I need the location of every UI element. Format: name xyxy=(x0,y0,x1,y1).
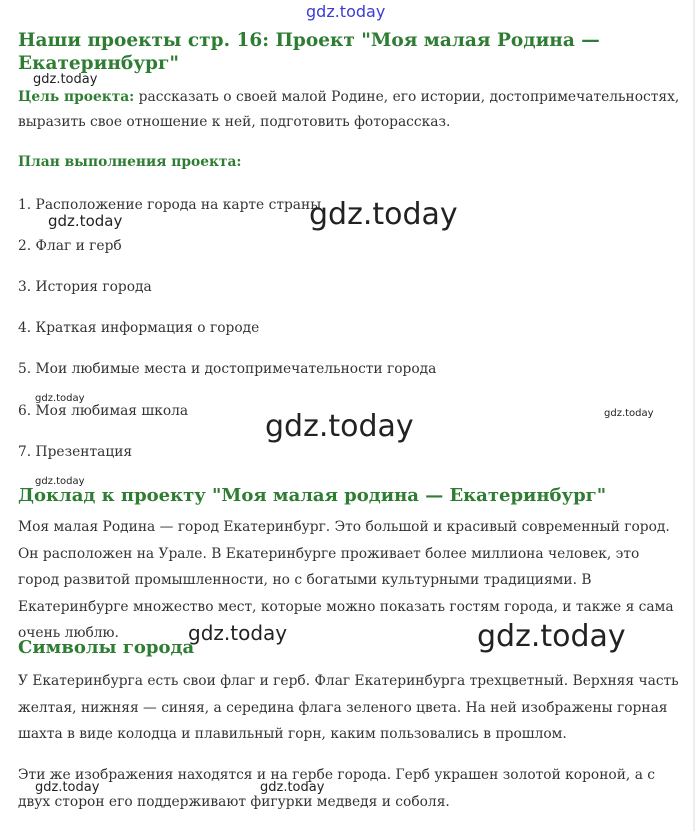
plan-item-3: 3. История города xyxy=(18,279,152,295)
watermark-small: gdz.today xyxy=(260,780,325,795)
plan-item-4: 4. Краткая информация о городе xyxy=(18,320,260,336)
watermark-tiny: gdz.today xyxy=(35,393,85,404)
page-title: Наши проекты стр. 16: Проект "Моя малая Родина — Екатеринбург" xyxy=(18,30,600,74)
plan-title: План выполнения проекта: xyxy=(18,154,242,170)
watermark-large: gdz.today xyxy=(309,197,458,232)
plan-item-7: 7. Презентация xyxy=(18,444,133,460)
symbols-title: Символы города xyxy=(18,637,195,658)
watermark-large: gdz.today xyxy=(265,409,414,444)
plan-item-1: 1. Расположение города на карте страны xyxy=(18,197,322,213)
watermark-small: gdz.today xyxy=(33,72,98,87)
watermark-medium: gdz.today xyxy=(188,621,288,645)
plan-item-5: 5. Мои любимые места и достопримечательности города xyxy=(18,361,437,377)
watermark-top: gdz.today xyxy=(306,2,386,21)
symbols-paragraph-2: Эти же изображения находятся и на гербе города. Герб украшен золотой короной, а с двух сторон его поддерживают фигурки медведя и соболя. xyxy=(18,767,656,810)
project-goal-text: рассказать о своей малой Родине, его истории, достопримечательностях, выразить свое отношение к ней, подготовить фоторассказ. xyxy=(18,89,680,130)
project-goal xyxy=(18,85,683,135)
watermark-small: gdz.today xyxy=(35,780,100,795)
watermark-small: gdz.today xyxy=(48,212,123,230)
plan-item-6: 6. Моя любимая школа xyxy=(18,403,189,419)
project-goal-label: Цель проекта: xyxy=(18,89,135,105)
report-title: Доклад к проекту "Моя малая родина — Екатеринбург" xyxy=(18,485,607,506)
plan-item-2: 2. Флаг и герб xyxy=(18,238,122,254)
symbols-paragraph-1: У Екатеринбурга есть свои флаг и герб. Флаг Екатеринбурга трехцветный. Верхняя часть желтая, нижняя — синяя, а середина флага зеленого цвета. На ней изображены горная шахта в виде колодца и плавильный горн, каким пользовались в прошлом. xyxy=(18,673,679,742)
watermark-large: gdz.today xyxy=(477,619,626,654)
watermark-tiny: gdz.today xyxy=(35,476,85,487)
report-text: Моя малая Родина — город Екатеринбург. Это большой и красивый современный город. Он расположен на Урале. В Екатеринбурге проживает более миллиона человек, это город развитой промышленности, но с богатыми культурными традициями. В Екатеринбурге множество мест, которые можно показать гостям города, и также я сама очень люблю. xyxy=(18,519,674,641)
watermark-tiny: gdz.today xyxy=(604,408,654,419)
